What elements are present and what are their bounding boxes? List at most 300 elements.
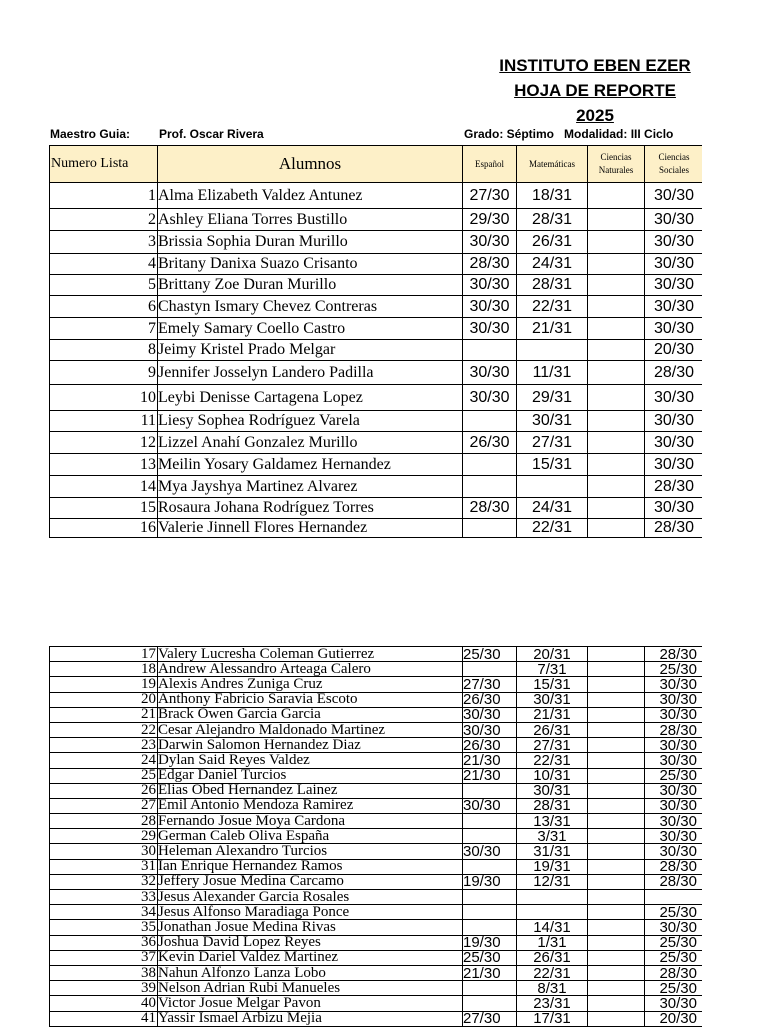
grade-espanol	[463, 890, 517, 905]
student-number: 12	[50, 432, 158, 454]
grade-espanol: 28/30	[463, 254, 517, 275]
student-number: 7	[50, 318, 158, 340]
grade-espanol	[463, 859, 517, 874]
student-number: 37	[50, 950, 158, 965]
student-row	[50, 768, 703, 783]
student-number: 10	[50, 385, 158, 411]
grade-matematicas: 18/31	[517, 183, 588, 209]
grade-ciencias-sociales: 28/30	[645, 965, 703, 980]
grade-ciencias-sociales: 30/30	[645, 844, 703, 859]
grade-matematicas: 31/31	[517, 844, 588, 859]
grade-ciencias-naturales	[588, 432, 645, 454]
grade-modality	[464, 127, 702, 141]
grade-espanol: 27/30	[463, 677, 517, 692]
grade-matematicas: 28/31	[517, 798, 588, 813]
grade-ciencias-naturales	[588, 519, 645, 538]
grade-ciencias-sociales: 30/30	[645, 783, 703, 798]
student-row	[50, 647, 703, 662]
student-row	[50, 965, 703, 980]
student-number: 6	[50, 296, 158, 318]
grade-matematicas: 15/31	[517, 454, 588, 476]
grade-ciencias-naturales	[588, 318, 645, 340]
grade-matematicas: 15/31	[517, 677, 588, 692]
student-row	[50, 905, 703, 920]
student-name: Edgar Daniel Turcios	[158, 768, 463, 783]
grade-ciencias-sociales: 30/30	[645, 920, 703, 935]
grade-matematicas: 30/31	[517, 783, 588, 798]
student-name: Brissia Sophia Duran Murillo	[158, 231, 463, 254]
grade-ciencias-naturales	[588, 905, 645, 920]
grade-ciencias-naturales	[588, 692, 645, 707]
student-row	[50, 738, 703, 753]
student-name: Cesar Alejandro Maldonado Martinez	[158, 722, 463, 737]
grade-espanol: 30/30	[463, 361, 517, 385]
grade-ciencias-sociales: 30/30	[645, 454, 703, 476]
student-name: Valerie Jinnell Flores Hernandez	[158, 519, 463, 538]
year-title: 2025	[576, 106, 614, 125]
student-row	[50, 753, 703, 768]
grade-espanol	[463, 814, 517, 829]
student-number: 17	[50, 647, 158, 662]
grade-matematicas: 13/31	[517, 814, 588, 829]
student-number: 11	[50, 411, 158, 432]
grade-ciencias-sociales: 30/30	[645, 318, 703, 340]
grade-ciencias-naturales	[588, 874, 645, 889]
grade-ciencias-naturales	[588, 890, 645, 905]
grade-ciencias-sociales: 30/30	[645, 738, 703, 753]
grade-espanol: 25/30	[463, 950, 517, 965]
student-number: 25	[50, 768, 158, 783]
student-name: Andrew Alessandro Arteaga Calero	[158, 662, 463, 677]
student-name: Jesus Alexander Garcia Rosales	[158, 890, 463, 905]
grade-espanol: 21/30	[463, 768, 517, 783]
grade-matematicas: 26/31	[517, 950, 588, 965]
student-row	[50, 183, 703, 209]
grade-espanol	[463, 411, 517, 432]
report-title: HOJA DE REPORTE	[514, 81, 676, 100]
grade-ciencias-naturales	[588, 296, 645, 318]
grade-ciencias-naturales	[588, 361, 645, 385]
grade-matematicas: 17/31	[517, 1011, 588, 1026]
grade-ciencias-naturales	[588, 814, 645, 829]
grade-label: Grado: Séptimo	[464, 127, 555, 141]
grade-ciencias-sociales: 30/30	[645, 411, 703, 432]
grade-espanol	[463, 476, 517, 498]
grade-ciencias-sociales: 28/30	[645, 647, 703, 662]
student-row	[50, 935, 703, 950]
grade-espanol	[463, 783, 517, 798]
student-name: Jonathan Josue Medina Rivas	[158, 920, 463, 935]
student-name: Heleman Alexandro Turcios	[158, 844, 463, 859]
grade-ciencias-naturales	[588, 753, 645, 768]
student-name: Alma Elizabeth Valdez Antunez	[158, 183, 463, 209]
header-alumnos: Alumnos	[158, 146, 463, 183]
grade-matematicas: 10/31	[517, 768, 588, 783]
student-number: 20	[50, 692, 158, 707]
student-row	[50, 829, 703, 844]
student-row	[50, 981, 703, 996]
grade-espanol: 26/30	[463, 432, 517, 454]
student-name: Valery Lucresha Coleman Gutierrez	[158, 647, 463, 662]
grade-espanol: 30/30	[463, 385, 517, 411]
grade-matematicas: 11/31	[517, 361, 588, 385]
student-name: Elias Obed Hernandez Lainez	[158, 783, 463, 798]
grade-matematicas: 21/31	[517, 318, 588, 340]
grade-matematicas: 24/31	[517, 254, 588, 275]
student-number: 27	[50, 798, 158, 813]
grade-matematicas: 12/31	[517, 874, 588, 889]
student-number: 40	[50, 996, 158, 1011]
teacher-name: Prof. Oscar Rivera	[159, 127, 264, 141]
grade-ciencias-naturales	[588, 498, 645, 519]
grade-espanol	[463, 981, 517, 996]
grade-matematicas: 28/31	[517, 275, 588, 296]
student-row	[50, 454, 703, 476]
grade-ciencias-sociales: 30/30	[645, 385, 703, 411]
grade-espanol: 26/30	[463, 692, 517, 707]
grade-ciencias-sociales: 30/30	[645, 814, 703, 829]
school-title: INSTITUTO EBEN EZER	[499, 56, 691, 75]
student-name: Anthony Fabricio Saravia Escoto	[158, 692, 463, 707]
grade-ciencias-naturales	[588, 783, 645, 798]
student-number: 4	[50, 254, 158, 275]
grade-matematicas: 30/31	[517, 411, 588, 432]
grade-matematicas: 7/31	[517, 662, 588, 677]
student-number: 33	[50, 890, 158, 905]
student-row	[50, 432, 703, 454]
student-number: 3	[50, 231, 158, 254]
student-number: 8	[50, 340, 158, 361]
student-name: Fernando Josue Moya Cardona	[158, 814, 463, 829]
grade-matematicas	[517, 905, 588, 920]
grade-ciencias-naturales	[588, 935, 645, 950]
grade-matematicas: 19/31	[517, 859, 588, 874]
grade-matematicas: 8/31	[517, 981, 588, 996]
grade-matematicas: 14/31	[517, 920, 588, 935]
student-number: 30	[50, 844, 158, 859]
grade-espanol: 30/30	[463, 722, 517, 737]
student-row	[50, 677, 703, 692]
student-row	[50, 874, 703, 889]
student-number: 13	[50, 454, 158, 476]
grade-ciencias-naturales	[588, 275, 645, 296]
grade-ciencias-sociales: 20/30	[645, 340, 703, 361]
grade-ciencias-naturales	[588, 950, 645, 965]
grade-espanol: 27/30	[463, 1011, 517, 1026]
grade-ciencias-sociales: 30/30	[645, 753, 703, 768]
student-row	[50, 662, 703, 677]
student-number: 31	[50, 859, 158, 874]
student-row	[50, 231, 703, 254]
grade-ciencias-naturales	[588, 859, 645, 874]
student-row	[50, 411, 703, 432]
grade-ciencias-naturales	[588, 677, 645, 692]
student-number: 21	[50, 707, 158, 722]
grade-matematicas: 21/31	[517, 707, 588, 722]
student-name: Emely Samary Coello Castro	[158, 318, 463, 340]
student-number: 19	[50, 677, 158, 692]
student-number: 9	[50, 361, 158, 385]
student-name: Dylan Said Reyes Valdez	[158, 753, 463, 768]
grade-matematicas: 29/31	[517, 385, 588, 411]
grade-ciencias-sociales: 20/30	[645, 1011, 703, 1026]
grade-ciencias-sociales: 30/30	[645, 677, 703, 692]
grade-ciencias-naturales	[588, 996, 645, 1011]
grade-ciencias-naturales	[588, 829, 645, 844]
grade-ciencias-sociales: 25/30	[645, 981, 703, 996]
grade-ciencias-sociales: 28/30	[645, 859, 703, 874]
grade-matematicas: 1/31	[517, 935, 588, 950]
grade-matematicas: 3/31	[517, 829, 588, 844]
grade-espanol: 19/30	[463, 935, 517, 950]
student-row	[50, 318, 703, 340]
grade-ciencias-naturales	[588, 722, 645, 737]
student-name: Kevin Dariel Valdez Martinez	[158, 950, 463, 965]
grade-matematicas: 22/31	[517, 296, 588, 318]
grade-ciencias-naturales	[588, 798, 645, 813]
grade-ciencias-naturales	[588, 454, 645, 476]
grade-ciencias-sociales: 30/30	[645, 296, 703, 318]
grade-espanol: 30/30	[463, 707, 517, 722]
grade-espanol	[463, 340, 517, 361]
grade-espanol: 30/30	[463, 275, 517, 296]
grade-espanol: 30/30	[463, 318, 517, 340]
student-name: Britany Danixa Suazo Crisanto	[158, 254, 463, 275]
grade-espanol: 21/30	[463, 965, 517, 980]
grade-espanol	[463, 829, 517, 844]
grade-ciencias-sociales: 30/30	[645, 231, 703, 254]
student-name: Emil Antonio Mendoza Ramirez	[158, 798, 463, 813]
student-row	[50, 254, 703, 275]
grade-ciencias-naturales	[588, 411, 645, 432]
header-numero-lista: Numero Lista	[50, 146, 158, 183]
grade-ciencias-naturales	[588, 707, 645, 722]
student-name: Nelson Adrian Rubi Manueles	[158, 981, 463, 996]
student-number: 18	[50, 662, 158, 677]
grade-matematicas	[517, 340, 588, 361]
grade-matematicas: 30/31	[517, 692, 588, 707]
grade-ciencias-naturales	[588, 231, 645, 254]
report-table-page1	[49, 145, 702, 538]
grade-ciencias-sociales: 30/30	[645, 692, 703, 707]
student-row	[50, 890, 703, 905]
grade-espanol	[463, 662, 517, 677]
student-row	[50, 361, 703, 385]
student-name: Ian Enrique Hernandez Ramos	[158, 859, 463, 874]
student-name: Darwin Salomon Hernandez Diaz	[158, 738, 463, 753]
header-ciencias-naturales: Ciencias Naturales	[588, 146, 645, 183]
grade-ciencias-sociales: 28/30	[645, 476, 703, 498]
grade-ciencias-sociales: 25/30	[645, 768, 703, 783]
grade-matematicas: 23/31	[517, 996, 588, 1011]
student-row	[50, 340, 703, 361]
grade-espanol: 25/30	[463, 647, 517, 662]
grade-ciencias-sociales: 30/30	[645, 798, 703, 813]
grade-espanol: 30/30	[463, 231, 517, 254]
grade-ciencias-sociales: 30/30	[645, 275, 703, 296]
student-name: Leybi Denisse Cartagena Lopez	[158, 385, 463, 411]
student-number: 14	[50, 476, 158, 498]
modality-label: Modalidad: III Ciclo	[564, 127, 674, 141]
grade-ciencias-sociales: 25/30	[645, 662, 703, 677]
student-row	[50, 707, 703, 722]
grade-espanol: 19/30	[463, 874, 517, 889]
student-row	[50, 996, 703, 1011]
student-row	[50, 783, 703, 798]
student-name: Brack Owen Garcia Garcia	[158, 707, 463, 722]
student-number: 39	[50, 981, 158, 996]
grade-ciencias-sociales: 30/30	[645, 209, 703, 231]
grade-matematicas: 22/31	[517, 753, 588, 768]
student-row	[50, 296, 703, 318]
grade-ciencias-sociales: 25/30	[645, 935, 703, 950]
grade-ciencias-naturales	[588, 340, 645, 361]
grade-matematicas: 26/31	[517, 722, 588, 737]
student-number: 36	[50, 935, 158, 950]
grade-ciencias-sociales	[645, 890, 703, 905]
report-table-page2	[49, 646, 702, 1027]
grade-ciencias-naturales	[588, 476, 645, 498]
student-row	[50, 722, 703, 737]
grade-ciencias-naturales	[588, 209, 645, 231]
student-row	[50, 950, 703, 965]
student-row	[50, 859, 703, 874]
grade-ciencias-naturales	[588, 768, 645, 783]
grade-ciencias-sociales: 28/30	[645, 722, 703, 737]
grade-espanol	[463, 519, 517, 538]
student-row	[50, 519, 703, 538]
student-name: German Caleb Oliva España	[158, 829, 463, 844]
student-row	[50, 920, 703, 935]
header-ciencias-sociales: Ciencias Sociales	[645, 146, 703, 183]
grade-matematicas: 27/31	[517, 432, 588, 454]
grade-ciencias-sociales: 28/30	[645, 519, 703, 538]
grade-espanol	[463, 454, 517, 476]
student-name: Jesus Alfonso Maradiaga Ponce	[158, 905, 463, 920]
grade-ciencias-naturales	[588, 662, 645, 677]
grade-espanol	[463, 905, 517, 920]
grade-ciencias-sociales: 28/30	[645, 361, 703, 385]
student-number: 5	[50, 275, 158, 296]
student-name: Alexis Andres Zuniga Cruz	[158, 677, 463, 692]
grade-espanol: 27/30	[463, 183, 517, 209]
grade-espanol: 29/30	[463, 209, 517, 231]
grade-ciencias-sociales: 25/30	[645, 950, 703, 965]
student-number: 16	[50, 519, 158, 538]
grade-ciencias-sociales: 25/30	[645, 905, 703, 920]
student-row	[50, 209, 703, 231]
student-number: 26	[50, 783, 158, 798]
grade-ciencias-sociales: 30/30	[645, 498, 703, 519]
student-number: 23	[50, 738, 158, 753]
grade-matematicas	[517, 890, 588, 905]
student-name: Chastyn Ismary Chevez Contreras	[158, 296, 463, 318]
grade-ciencias-naturales	[588, 844, 645, 859]
grade-espanol: 26/30	[463, 738, 517, 753]
student-name: Victor Josue Melgar Pavon	[158, 996, 463, 1011]
grade-matematicas: 24/31	[517, 498, 588, 519]
grade-espanol: 28/30	[463, 498, 517, 519]
student-number: 28	[50, 814, 158, 829]
student-name: Lizzel Anahí Gonzalez Murillo	[158, 432, 463, 454]
grade-ciencias-naturales	[588, 965, 645, 980]
student-name: Brittany Zoe Duran Murillo	[158, 275, 463, 296]
student-name: Meilin Yosary Galdamez Hernandez	[158, 454, 463, 476]
grade-matematicas: 27/31	[517, 738, 588, 753]
student-row	[50, 275, 703, 296]
grade-ciencias-sociales: 28/30	[645, 874, 703, 889]
student-row	[50, 498, 703, 519]
grade-ciencias-naturales	[588, 183, 645, 209]
grade-ciencias-naturales	[588, 738, 645, 753]
teacher-label: Maestro Guia:	[50, 127, 131, 141]
student-number: 2	[50, 209, 158, 231]
grade-ciencias-naturales	[588, 920, 645, 935]
student-name: Joshua David Lopez Reyes	[158, 935, 463, 950]
student-number: 34	[50, 905, 158, 920]
grade-espanol: 30/30	[463, 798, 517, 813]
grade-espanol	[463, 920, 517, 935]
grade-ciencias-naturales	[588, 647, 645, 662]
student-number: 22	[50, 722, 158, 737]
student-number: 35	[50, 920, 158, 935]
grade-ciencias-sociales: 30/30	[645, 996, 703, 1011]
grade-espanol	[463, 996, 517, 1011]
student-name: Nahun Alfonzo Lanza Lobo	[158, 965, 463, 980]
grade-espanol: 21/30	[463, 753, 517, 768]
student-number: 41	[50, 1011, 158, 1026]
student-number: 32	[50, 874, 158, 889]
grade-espanol: 30/30	[463, 844, 517, 859]
student-row	[50, 814, 703, 829]
student-row	[50, 476, 703, 498]
student-row	[50, 692, 703, 707]
student-number: 1	[50, 183, 158, 209]
grade-ciencias-sociales: 30/30	[645, 183, 703, 209]
grade-ciencias-sociales: 30/30	[645, 254, 703, 275]
student-name: Jennifer Josselyn Landero Padilla	[158, 361, 463, 385]
student-name: Liesy Sophea Rodríguez Varela	[158, 411, 463, 432]
student-name: Rosaura Johana Rodríguez Torres	[158, 498, 463, 519]
student-number: 24	[50, 753, 158, 768]
student-name: Yassir Ismael Arbizu Mejia	[158, 1011, 463, 1026]
student-row	[50, 385, 703, 411]
grade-ciencias-naturales	[588, 385, 645, 411]
grade-matematicas: 22/31	[517, 965, 588, 980]
grade-matematicas: 28/31	[517, 209, 588, 231]
grade-matematicas	[517, 476, 588, 498]
student-name: Jeffery Josue Medina Carcamo	[158, 874, 463, 889]
grade-matematicas: 22/31	[517, 519, 588, 538]
header-matematicas: Matemáticas	[517, 146, 588, 183]
student-number: 38	[50, 965, 158, 980]
grade-ciencias-naturales	[588, 254, 645, 275]
grade-ciencias-sociales: 30/30	[645, 432, 703, 454]
grade-espanol: 30/30	[463, 296, 517, 318]
student-number: 15	[50, 498, 158, 519]
header-espanol: Español	[463, 146, 517, 183]
student-name: Mya Jayshya Martinez Alvarez	[158, 476, 463, 498]
student-row	[50, 798, 703, 813]
grade-matematicas: 26/31	[517, 231, 588, 254]
grade-matematicas: 20/31	[517, 647, 588, 662]
grade-ciencias-sociales: 30/30	[645, 707, 703, 722]
student-number: 29	[50, 829, 158, 844]
grade-ciencias-naturales	[588, 981, 645, 996]
student-name: Ashley Eliana Torres Bustillo	[158, 209, 463, 231]
student-row	[50, 844, 703, 859]
grade-ciencias-sociales: 30/30	[645, 829, 703, 844]
